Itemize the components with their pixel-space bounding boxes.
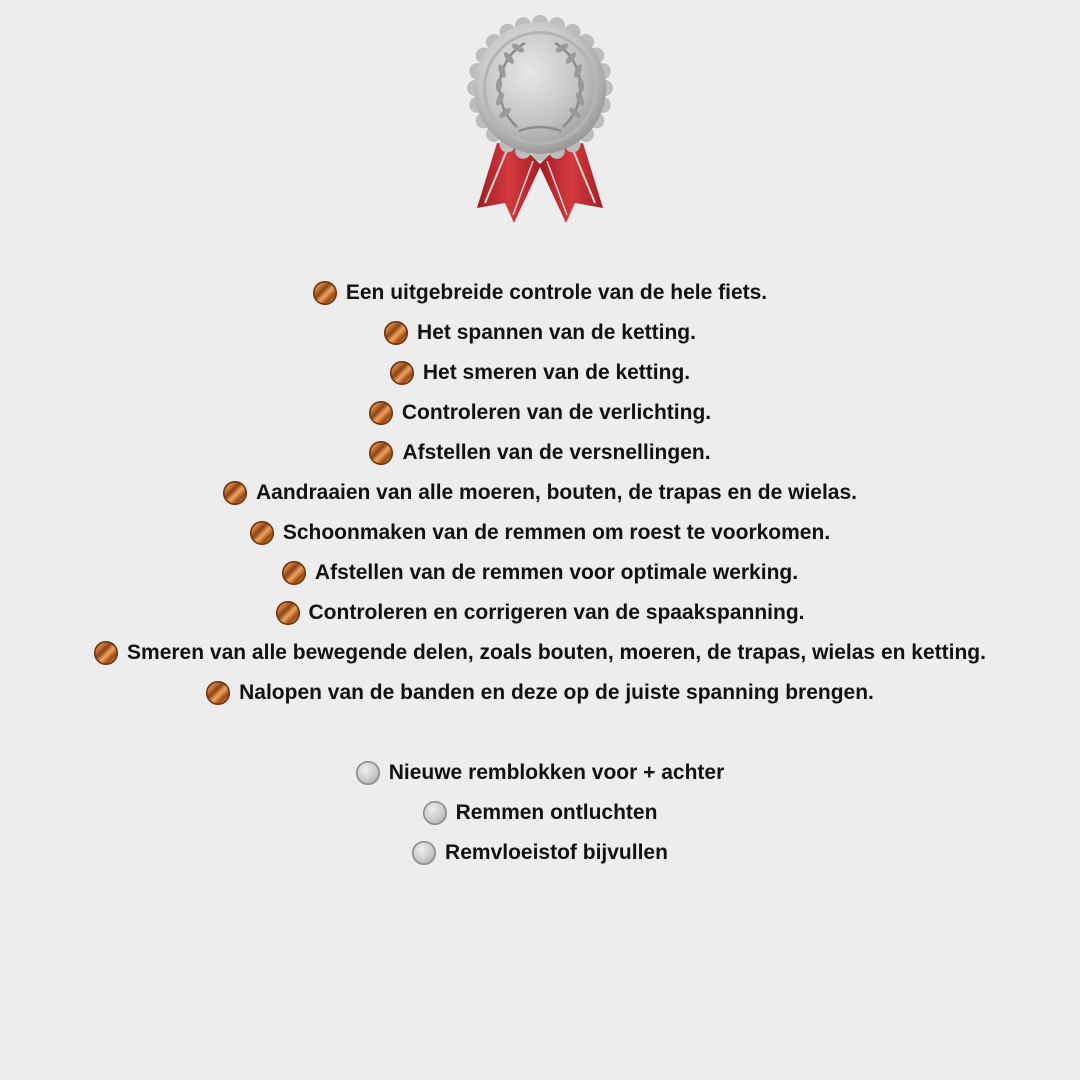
service-item-label: Aandraaien van alle moeren, bouten, de trapas en de wielas. bbox=[255, 481, 858, 504]
service-list-item bbox=[0, 633, 1080, 673]
service-list-item bbox=[0, 473, 1080, 513]
service-list-item bbox=[0, 393, 1080, 433]
service-item-label: Remmen ontluchten bbox=[455, 801, 658, 824]
service-list-item bbox=[0, 433, 1080, 473]
service-list-item bbox=[0, 793, 1080, 833]
bronze-bullet-icon bbox=[390, 361, 414, 385]
silver-award-medal-icon bbox=[467, 15, 613, 230]
service-list-item bbox=[0, 753, 1080, 793]
bronze-bullet-icon bbox=[206, 681, 230, 705]
bronze-bullet-icon bbox=[250, 521, 274, 545]
service-list-item bbox=[0, 673, 1080, 713]
service-item-label: Schoonmaken van de remmen om roest te voorkomen. bbox=[282, 521, 831, 544]
service-list-item bbox=[0, 353, 1080, 393]
bronze-bullet-icon bbox=[223, 481, 247, 505]
silver-bullet-icon bbox=[356, 761, 380, 785]
service-list-item bbox=[0, 553, 1080, 593]
bronze-bullet-icon bbox=[369, 401, 393, 425]
service-list-item bbox=[0, 273, 1080, 313]
bronze-bullet-icon bbox=[94, 641, 118, 665]
service-item-label: Het spannen van de ketting. bbox=[417, 321, 696, 344]
service-item-label: Smeren van alle bewegende delen, zoals bouten, moeren, de trapas, wielas en ketting. bbox=[127, 641, 986, 664]
bronze-service-list bbox=[0, 273, 1080, 713]
service-list-item bbox=[0, 593, 1080, 633]
service-list-item bbox=[0, 313, 1080, 353]
service-item-label: Remvloeistof bijvullen bbox=[445, 841, 668, 864]
service-list-item bbox=[0, 513, 1080, 553]
bronze-bullet-icon bbox=[313, 281, 337, 305]
service-item-label: Nalopen van de banden en deze op de juiste spanning brengen. bbox=[239, 681, 874, 704]
service-item-label: Afstellen van de versnellingen. bbox=[402, 441, 711, 464]
silver-bullet-icon bbox=[423, 801, 447, 825]
silver-bullet-icon bbox=[412, 841, 436, 865]
service-item-label: Afstellen van de remmen voor optimale werking. bbox=[314, 561, 799, 584]
extra-service-list bbox=[0, 753, 1080, 873]
bronze-bullet-icon bbox=[384, 321, 408, 345]
bronze-bullet-icon bbox=[282, 561, 306, 585]
service-item-label: Nieuwe remblokken voor + achter bbox=[388, 761, 725, 784]
service-item-label: Een uitgebreide controle van de hele fiets. bbox=[345, 281, 768, 304]
bronze-bullet-icon bbox=[369, 441, 393, 465]
service-item-label: Controleren en corrigeren van de spaakspanning. bbox=[308, 601, 805, 624]
service-list-item bbox=[0, 833, 1080, 873]
service-item-label: Het smeren van de ketting. bbox=[422, 361, 691, 384]
service-item-label: Controleren van de verlichting. bbox=[401, 401, 712, 424]
bronze-bullet-icon bbox=[276, 601, 300, 625]
